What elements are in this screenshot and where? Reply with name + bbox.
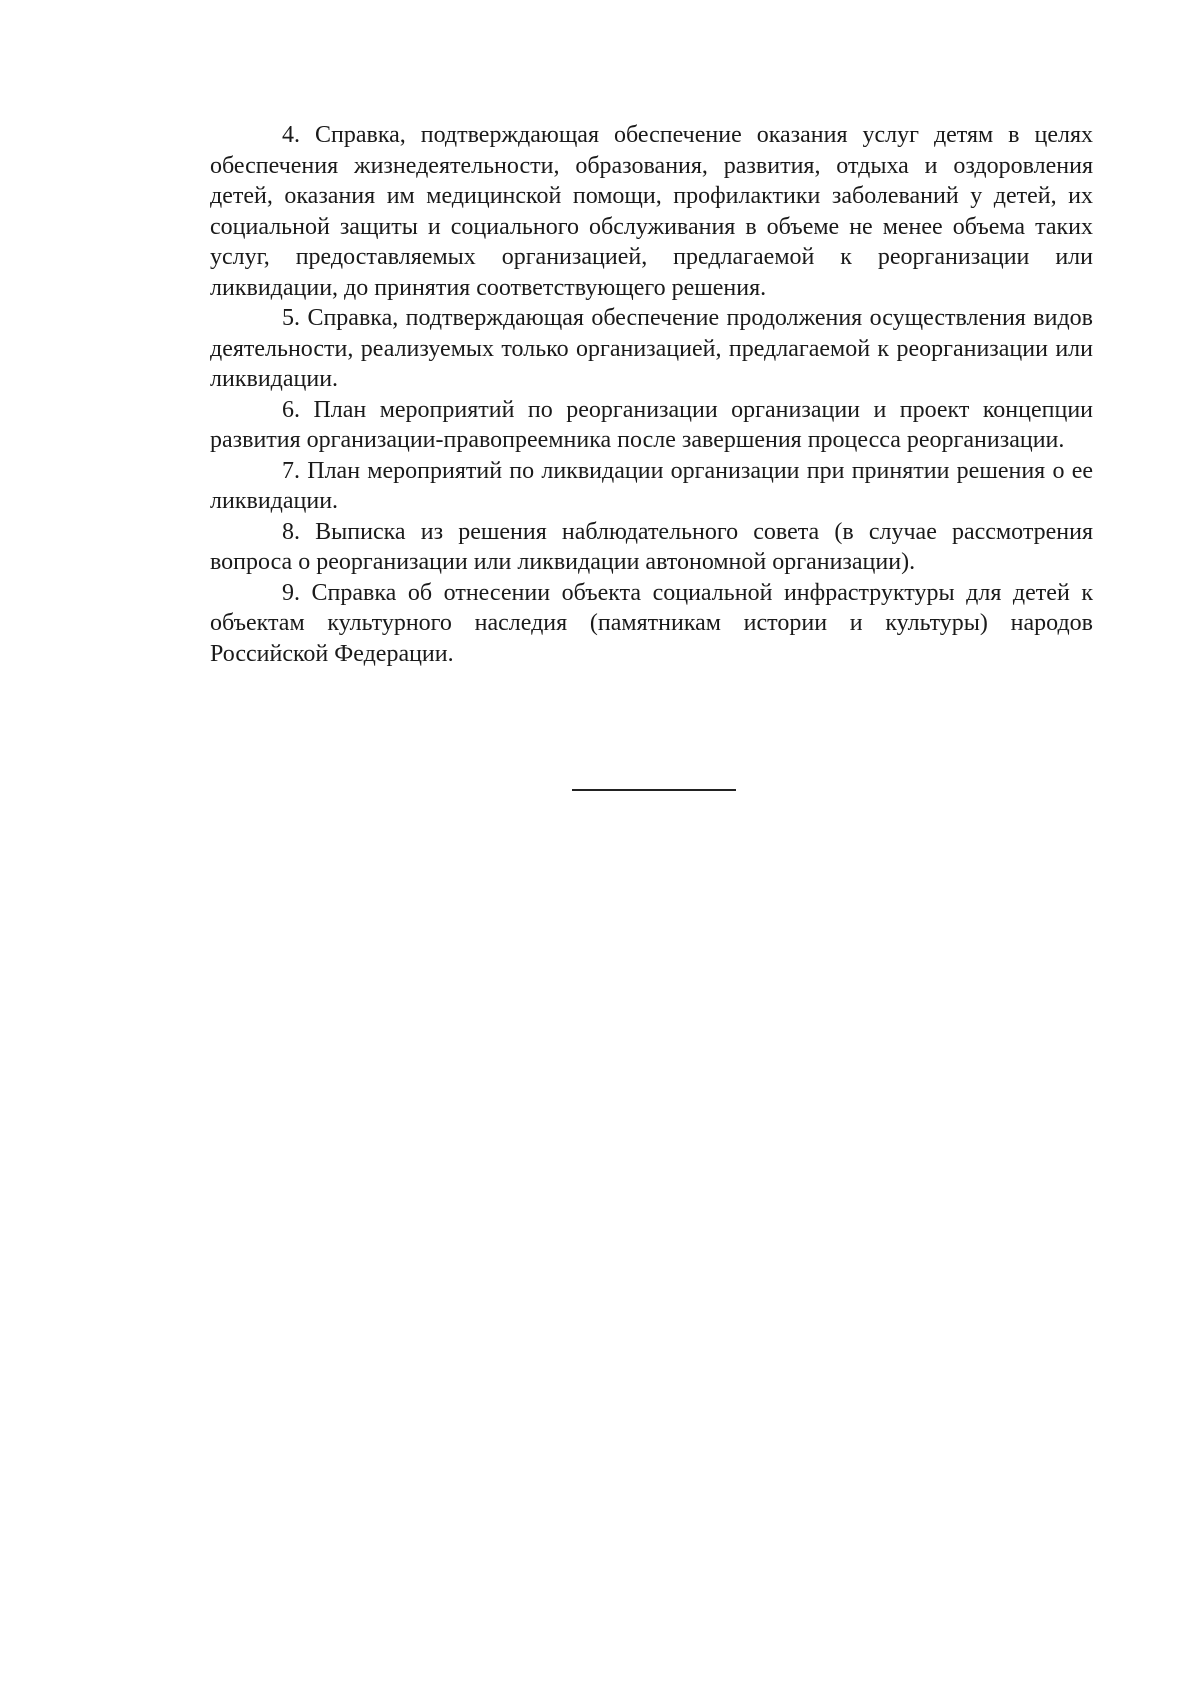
paragraph-item-6: 6. План мероприятий по реорганизации организации и проект концепции развития организации-правопреемника после завершения процесса реорганизации.	[210, 396, 1093, 453]
paragraph-item-5: 5. Справка, подтверждающая обеспечение продолжения осуществления видов деятельности, реализуемых только организацией, предлагаемой к реорганизации или ликвидации.	[210, 305, 1093, 392]
paragraph-item-7: 7. План мероприятий по ликвидации организации при принятии решения о ее ликвидации.	[210, 457, 1093, 514]
end-of-document-rule	[572, 789, 736, 791]
document-body	[210, 120, 1093, 669]
paragraph-item-9: 9. Справка об отнесении объекта социальной инфраструктуры для детей к объектам культурного наследия (памятникам истории и культуры) народов Российской Федерации.	[210, 579, 1093, 667]
paragraph-item-8: 8. Выписка из решения наблюдательного совета (в случае рассмотрения вопроса о реорганизации или ликвидации автономной организации).	[210, 518, 1093, 575]
paragraph-item-4: 4. Справка, подтверждающая обеспечение оказания услуг детям в целях обеспечения жизнедеятельности, образования, развития, отдыха и оздоровления детей, оказания им медицинской помощи, профилактики заболеваний у детей, их социальной защиты и социального обслуживания в объеме не менее объема таких услуг, предоставляемых организацией, предлагаемой к реорганизации или ликвидации, до принятия соответствующего решения.	[210, 122, 1093, 301]
